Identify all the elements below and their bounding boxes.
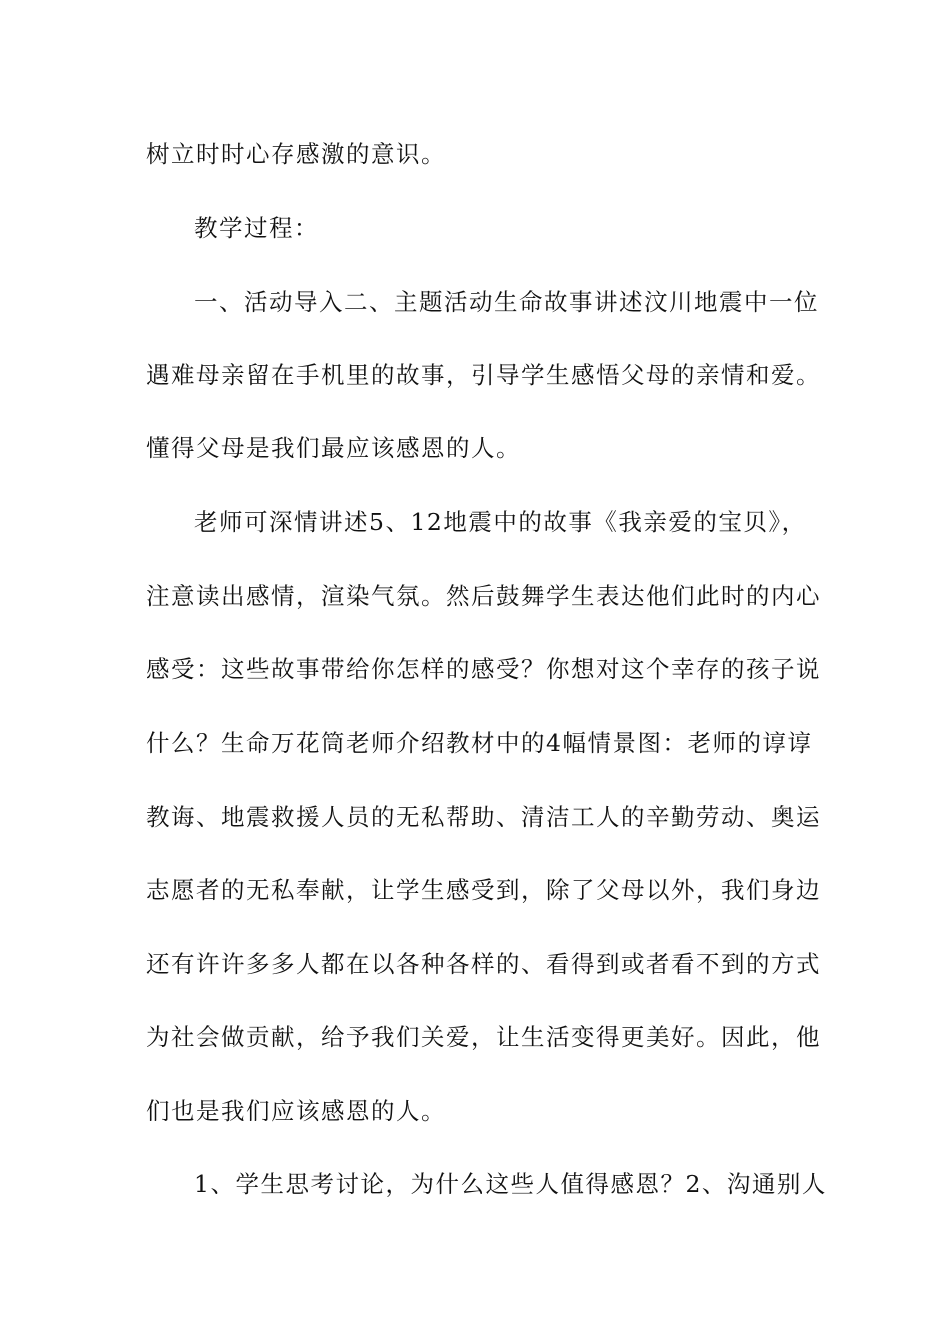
text-line: 为社会做贡献，给予我们关爱，让生活变得更美好。因此，他 bbox=[146, 1023, 821, 1051]
text-line: 一、活动导入二、主题活动生命故事讲述汶川地震中一位 bbox=[194, 288, 819, 316]
text-line: 教诲、地震救援人员的无私帮助、清洁工人的辛勤劳动、奥运 bbox=[146, 803, 821, 831]
text-line: 1、学生思考讨论，为什么这些人值得感恩？2、沟通别人 bbox=[194, 1170, 827, 1198]
text-line: 遇难母亲留在手机里的故事，引导学生感悟父母的亲情和爱。 bbox=[146, 361, 821, 389]
text-line: 感受：这些故事带给你怎样的感受？你想对这个幸存的孩子说 bbox=[146, 655, 821, 683]
section-heading: 教学过程： bbox=[194, 214, 319, 242]
text-line: 志愿者的无私奉献，让学生感受到，除了父母以外，我们身边 bbox=[146, 876, 821, 904]
text-line: 什么？生命万花筒老师介绍教材中的4幅情景图：老师的谆谆 bbox=[146, 729, 813, 757]
text-line: 老师可深情讲述5、12地震中的故事《我亲爱的宝贝》， bbox=[194, 508, 807, 536]
text-line: 树立时时心存感激的意识。 bbox=[146, 140, 446, 168]
text-line: 们也是我们应该感恩的人。 bbox=[146, 1097, 446, 1125]
text-line: 还有许许多多人都在以各种各样的、看得到或者看不到的方式 bbox=[146, 950, 821, 978]
text-line: 懂得父母是我们最应该感恩的人。 bbox=[146, 434, 521, 462]
text-line: 注意读出感情，渲染气氛。然后鼓舞学生表达他们此时的内心 bbox=[146, 582, 821, 610]
